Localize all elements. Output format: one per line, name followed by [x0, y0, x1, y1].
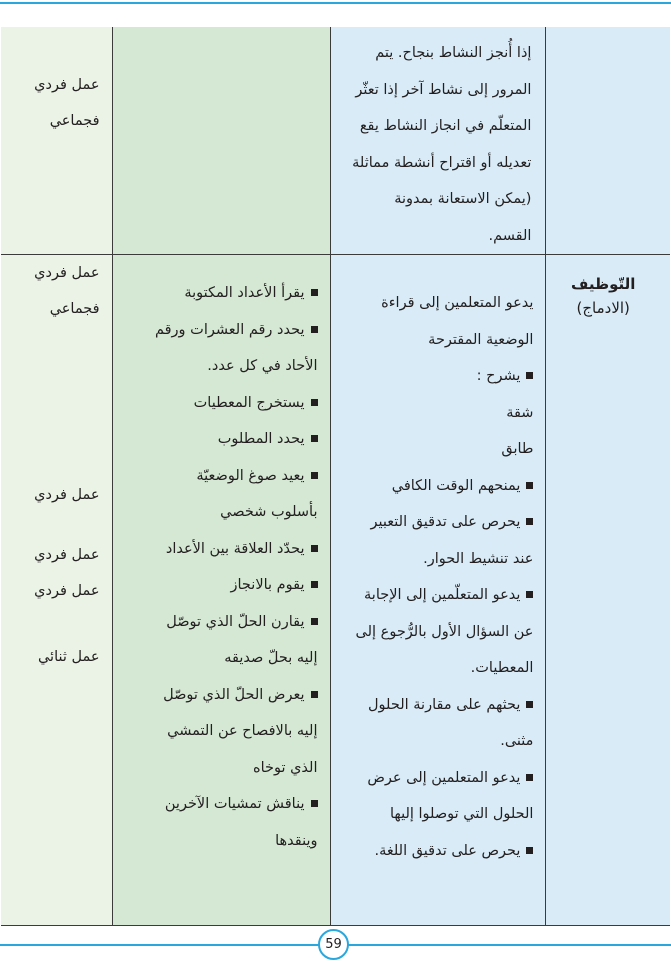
text-line: الأحاد في كل عدد.: [207, 358, 318, 374]
bullet-square-icon: [526, 774, 533, 781]
work-mode-line: فجماعي: [49, 301, 100, 317]
text-line: بأسلوب شخصي: [220, 504, 318, 520]
bullet-square-icon: [311, 289, 318, 296]
bullet-square-icon: [526, 591, 533, 598]
text-line: المعطيات.: [470, 660, 534, 676]
bullet-square-icon: [526, 701, 533, 708]
work-mode-line: عمل فردي: [34, 487, 100, 503]
bullet-item: [343, 358, 534, 395]
stage-subtitle: (الادماج): [576, 299, 630, 317]
text-line: يحدّد العلاقة بين الأعداد: [165, 540, 305, 557]
bullet-item: [343, 504, 534, 541]
stage-cell: [546, 255, 670, 926]
text-line: يشرح :: [476, 368, 521, 384]
page-number: 59: [318, 929, 349, 960]
text-line: يحثهم على مقارنة الحلول: [368, 696, 521, 713]
work-mode-line: عمل فردي: [34, 265, 100, 281]
text-line: يقرأ الأعداد المكتوبة: [184, 285, 305, 301]
bullet-square-icon: [526, 482, 533, 489]
text-line: إليه بالافصاح عن التمشي: [167, 723, 318, 739]
work-mode-text: [1, 255, 112, 675]
work-mode-line: فجماعي: [49, 113, 100, 129]
work-mode-line: عمل فردي: [34, 77, 100, 93]
bullet-square-icon: [311, 545, 318, 552]
work-mode-line: عمل ثنائي: [37, 649, 100, 665]
bullet-item: [343, 760, 534, 797]
work-mode-cell: [1, 27, 112, 255]
learner-activity-text: [113, 255, 330, 859]
bullet-square-icon: [526, 518, 533, 525]
text-line: (يمكن الاستعانة بمدونة: [394, 191, 532, 207]
bullet-item: [125, 458, 318, 495]
table-row: [1, 27, 670, 255]
table-row: [1, 255, 670, 926]
bullet-item: [343, 577, 534, 614]
text-line: شقة: [506, 404, 534, 421]
bullet-item: [343, 833, 534, 870]
text-line: الوضعية المقترحة: [428, 331, 534, 348]
teacher-activity-cell: [330, 255, 546, 926]
text-line: يحدد رقم العشرات ورقم: [154, 321, 305, 338]
text-line: يقارن الحلّ الذي توصّل: [166, 613, 305, 630]
text-line: مثنى.: [500, 733, 534, 749]
text-line: يعرض الحلّ الذي توصّل: [163, 686, 305, 703]
text-line: المرور إلى نشاط آخر إذا تعثّر: [355, 81, 532, 98]
work-mode-text: [1, 27, 112, 139]
stage-heading: [546, 255, 670, 320]
stage-title: التّوظيف: [571, 275, 636, 293]
bullet-square-icon: [526, 847, 533, 854]
text-line: عن السؤال الأول بالرُّجوع إلى: [355, 623, 534, 640]
bullet-item: [125, 567, 318, 604]
text-line: الذي توخاه: [252, 759, 318, 776]
text-line: تعديله أو اقتراح أنشطة مماثلة: [352, 154, 532, 171]
text-line: يدعو المتعلمين إلى قراءة: [381, 295, 534, 311]
text-line: يحرص على تدقيق اللغة.: [374, 842, 521, 859]
text-line: طابق: [501, 441, 534, 457]
bullet-item: [125, 531, 318, 568]
teacher-activity-text: [331, 255, 546, 869]
text-line: يمنحهم الوقت الكافي: [391, 477, 521, 494]
work-mode-cell: [1, 255, 112, 926]
bullet-square-icon: [311, 435, 318, 442]
top-rule: [0, 2, 671, 4]
text-line: وينقدها: [275, 832, 318, 849]
bullet-square-icon: [311, 800, 318, 807]
text-line: القسم.: [488, 227, 532, 244]
text-line: إليه بحلّ صديقه: [224, 650, 318, 666]
text-line: المتعلّم في انجاز النشاط يقع: [359, 118, 532, 134]
bullet-square-icon: [311, 399, 318, 406]
text-line: إذا أُنجز النشاط بنجاح. يتم: [375, 45, 532, 61]
text-line: يحدد المطلوب: [217, 431, 305, 447]
bullet-item: [125, 604, 318, 641]
text-line: يعيد صوغ الوضعيّة: [196, 467, 305, 484]
bullet-item: [125, 786, 318, 823]
work-mode-line: عمل فردي: [34, 583, 100, 599]
text-line: يدعو المتعلّمين إلى الإجابة: [364, 587, 521, 603]
learner-activity-cell: [112, 27, 330, 255]
stage-cell: [546, 27, 670, 255]
bullet-square-icon: [311, 472, 318, 479]
bullet-square-icon: [311, 581, 318, 588]
text-line: يستخرج المعطيات: [193, 394, 305, 411]
text-line: عند تنشيط الحوار.: [423, 550, 534, 567]
bullet-item: [125, 421, 318, 458]
teacher-activity-text: [331, 27, 546, 254]
bullet-square-icon: [311, 691, 318, 698]
bullet-item: [343, 687, 534, 724]
text-line: يدعو المتعلمين إلى عرض: [367, 769, 521, 786]
bullet-item: [125, 275, 318, 312]
teacher-activity-cell: [330, 27, 546, 255]
learner-activity-cell: [112, 255, 330, 926]
text-line: يحرص على تدقيق التعبير: [370, 514, 521, 530]
text-line: يقوم بالانجاز: [230, 577, 305, 593]
bullet-square-icon: [311, 326, 318, 333]
lesson-table: [1, 27, 670, 926]
bullet-item: [125, 677, 318, 714]
bullet-item: [125, 385, 318, 422]
bullet-item: [343, 468, 534, 505]
bullet-square-icon: [526, 372, 533, 379]
work-mode-line: عمل فردي: [34, 547, 100, 563]
bullet-item: [125, 312, 318, 349]
text-line: يناقش تمشيات الآخرين: [164, 796, 305, 812]
bullet-square-icon: [311, 618, 318, 625]
text-line: الحلول التي توصلوا إليها: [390, 806, 534, 822]
